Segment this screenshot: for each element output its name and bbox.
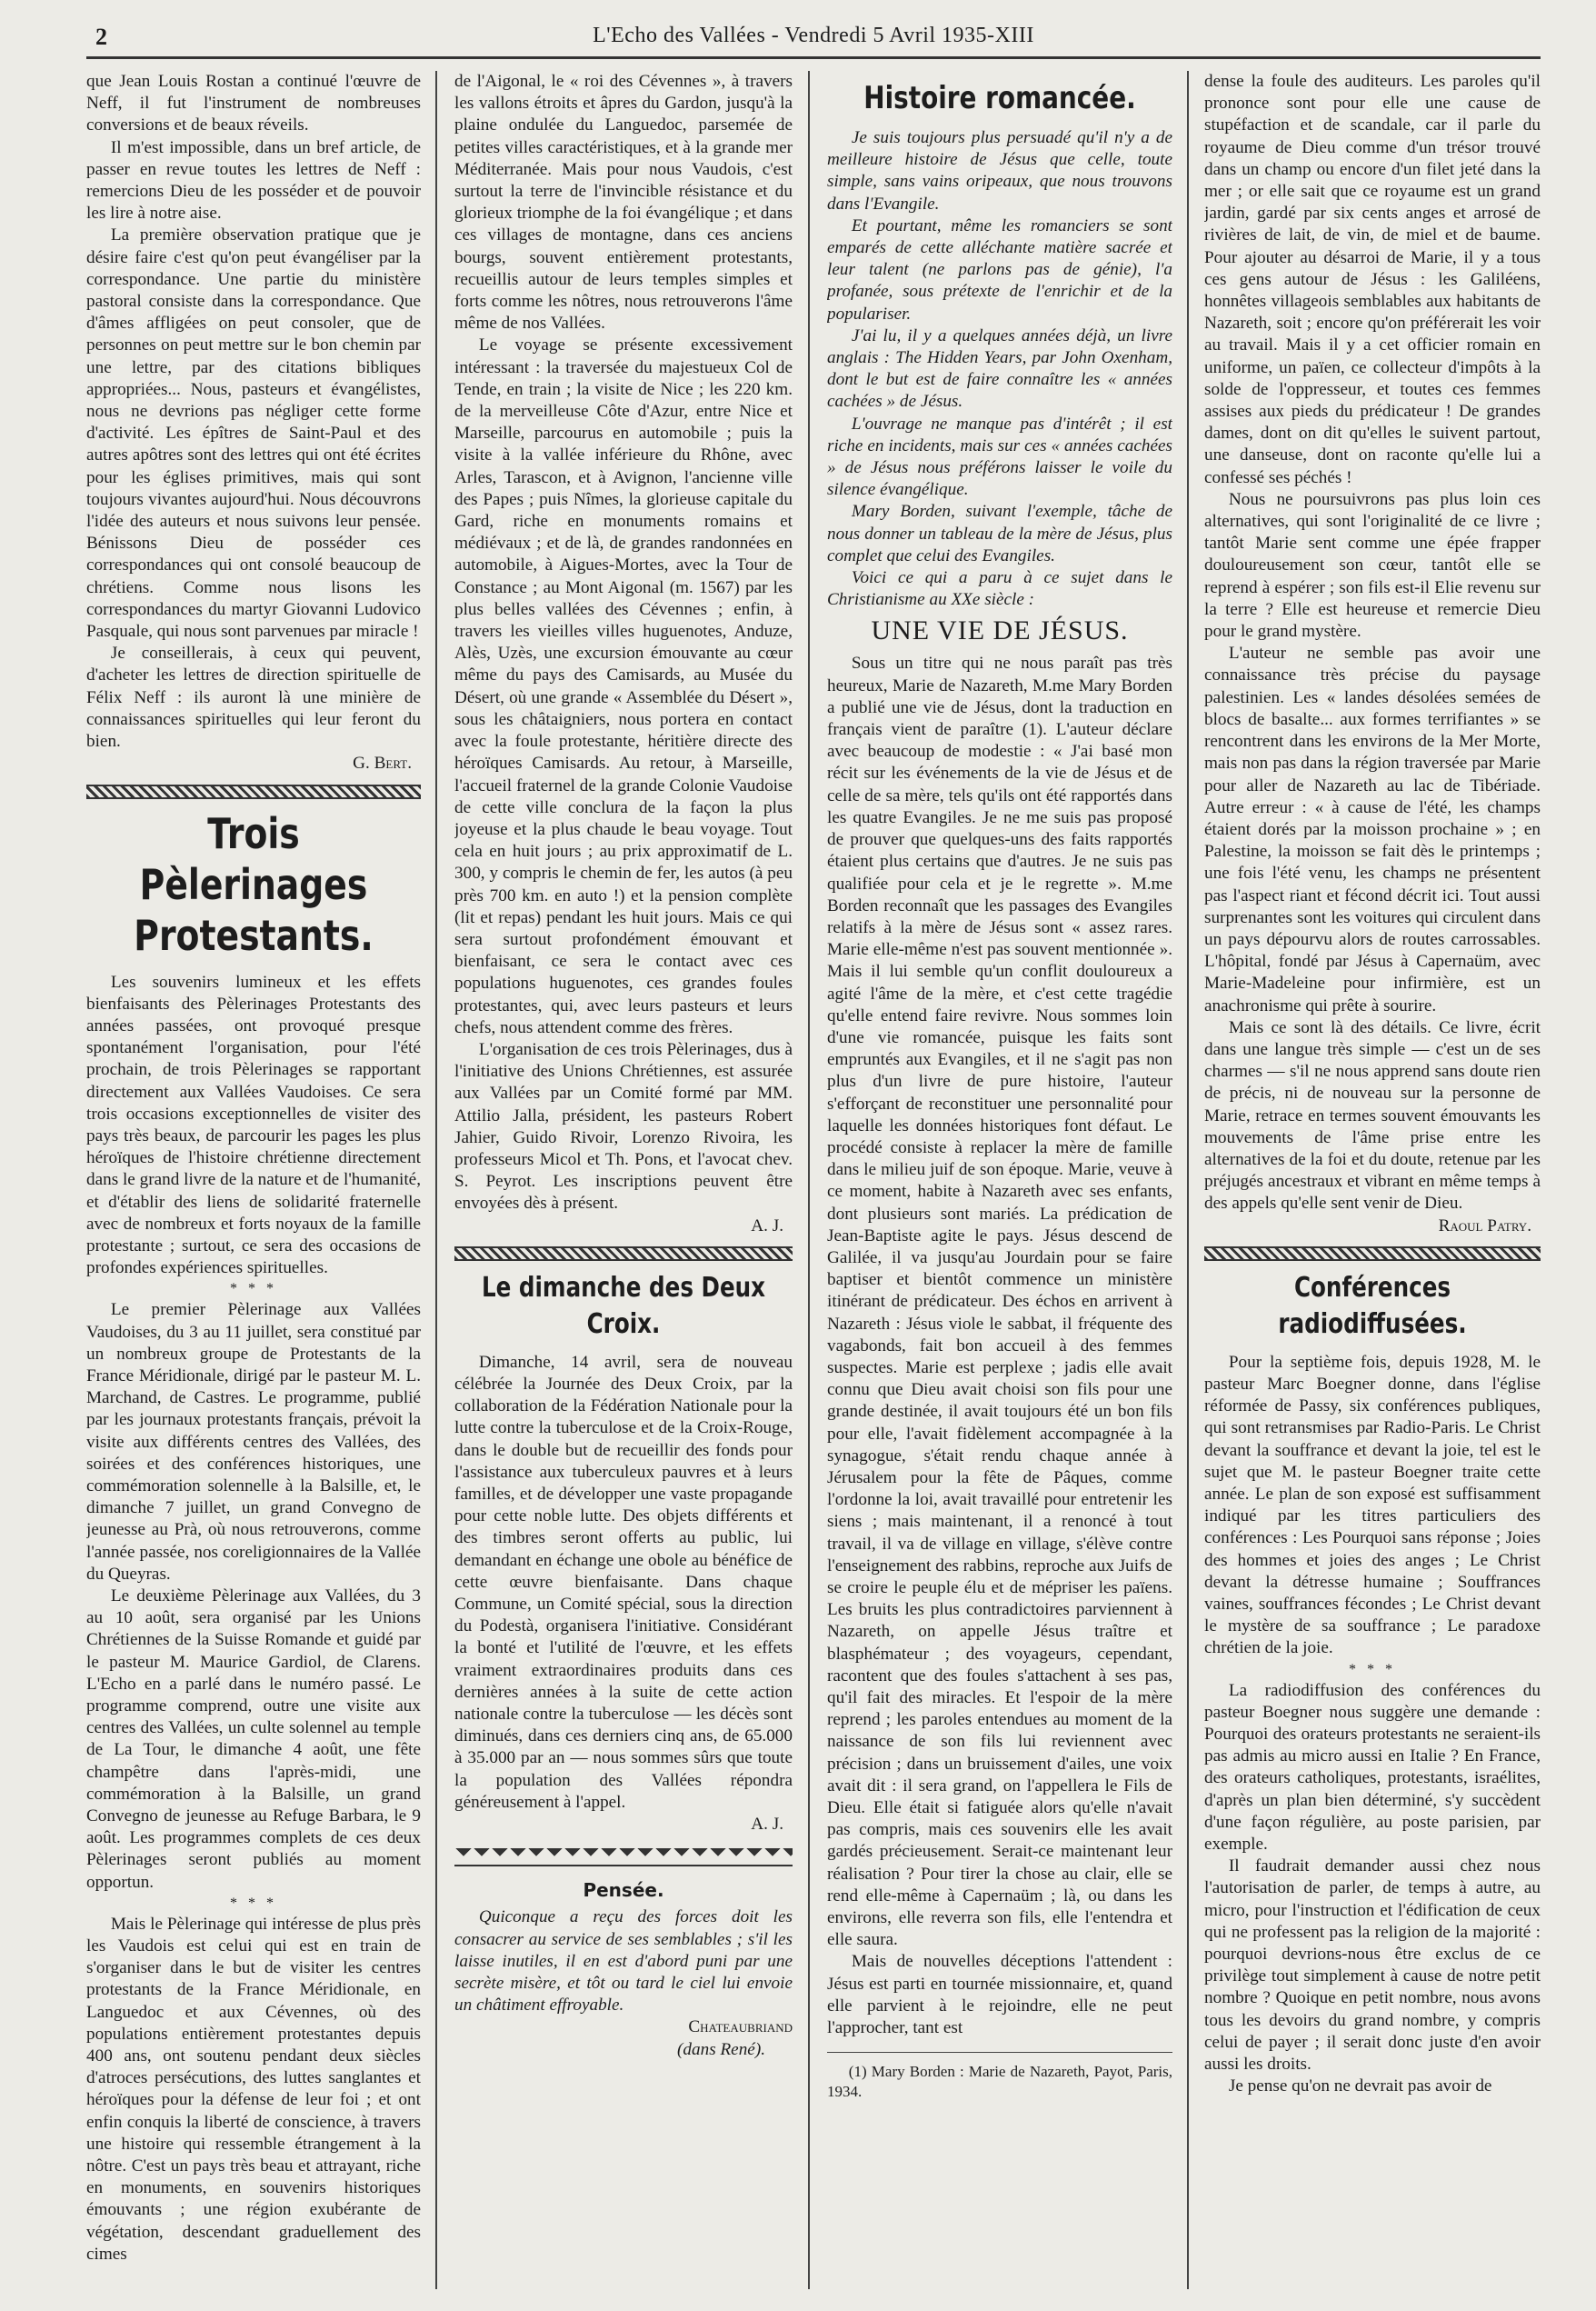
column-1 xyxy=(86,71,421,2289)
paragraph: Et pourtant, même les romanciers se sont emparés de cette alléchante matière sacrée et leur talent (ne parlons pas de génie), l'a profanée, sous prétexte de l'enrichir et de la populariser. xyxy=(827,215,1172,324)
paragraph: Sous un titre qui ne nous paraît pas très heureux, Marie de Nazareth, M.me Mary Borden a publié une vie de Jésus, dont la traduction en français vient de paraître (1). L'auteur déclare avec beaucoup de modestie : « J'ai basé mon récit sur les événements de la vie de Jésus et de celle de sa mère, tels qu'ils ont été rapportés dans les quatre Evangiles. Je ne me suis pas proposé de prouver que quelques-uns des faits rapportés étaient plus certains que d'autres. Je ne suis pas qualifiée pour cela et je le regrette ». M.me Borden reconnaît que les passages des Evangiles relatifs à la mère de Jésus sont « assez rares. Marie elle-même n'est pas souvent mentionnée ». Mais il lui semble qu'un conflit douloureux a agité l'âme de la mère, et c'est cette tragédie qu'elle entend faire revivre. Nous sommes loin d'une vie romancée, puisque les faits sont empruntés aux Evangiles, et il ne s'agit pas non plus d'un livre de pure histoire, l'auteur s'efforçant de reconstituer une personnalité pour laquelle les données historiques font défaut. Le procédé consiste à replacer la mère de famille dans le milieu juif de son époque. Marie, veuve à ce moment, habite à Nazareth avec ses enfants, dont plusieurs sont mariés. La prédication de Jean-Baptiste agite le pays. Jésus descend de Galilée, il va jusqu'au Jourdain pour se faire baptiser et bientôt commence un ministère itinérant de prédicateur. Des échos en arrivent à Nazareth : Jésus viole le sabbat, il fréquente des vagabonds, fait bon accueil à des femmes suspectes. Marie est perplexe ; jadis elle avait connu que Dieu avait choisi son fils pour une grande destinée, il avait toujours été un bon fils pour elle, l'avait fidèlement accompagnée à la synagogue, s'était rendu chaque année à Jérusalem pour la fête de Pâques, comme l'ordonne la loi, avait travaillé pour entretenir les siens ; mais maintenant, il a renoncé à tout travail, il va de village en village, s'élève contre l'enseignement des rabbins, reproche aux Juifs de se croire le peuple élu et de mépriser les païens. Les bruits les plus contradictoires parviennent à Nazareth, on appelle Jésus traître et blasphémateur ; des voyageurs, cependant, racontent que des foules s'attachent à ses pas, qu'il fait des miracles. Et l'espoir de la mère reprend ; les paroles entendues au moment de la naissance de son fils lui reviennent avec précision ; dans un bruissement d'ailes, une voix avait dit : il sera grand, on l'appellera le Fils de Dieu. Elle était si fatiguée alors qu'elle n'avait pas compris, mais ces souvenirs elle les avait gardés précieusement. Serait-ce maintenant leur réalisation ? Pour tirer la chose au clair, elle se rend elle-même à Capernaüm ; là, ou dans les environs, elle reverra son fils, elle l'entendra et elle saura. xyxy=(827,654,1172,1950)
article-title: Le dimanche des Deux Croix. xyxy=(481,1271,766,1340)
separator-stars: * * * xyxy=(230,1895,277,1911)
paragraph: Mary Borden, suivant l'exemple, tâche de nous donner un tableau de la mère de Jésus, plus complet que celui des Evangiles. xyxy=(827,502,1172,565)
section-divider xyxy=(454,1848,793,1866)
section-divider xyxy=(454,1246,793,1261)
paragraph: Le premier Pèlerinage aux Vallées Vaudoises, du 3 au 11 juillet, sera constitué par un nombreux groupe de Protestants de la France Méridionale, dirigé par le pasteur M. L. Marchand, de Castres. Le programme, publié par les journaux protestants français, prévoit la visite aux différents centres des Vallées, des soirées et des conférences historiques, une commémoration solennelle à la Balsille, et, le dimanche 7 juillet, un grand Convegno de jeunesse au Prà, où nous retrouverons, comme l'année passée, nos coreligionnaires de la Vallée du Queyras. xyxy=(86,1300,421,1584)
footnote: (1) Mary Borden : Marie de Nazareth, Payot, Paris, 1934. xyxy=(827,2052,1172,2102)
column-3 xyxy=(827,71,1172,2289)
section-divider xyxy=(86,785,421,799)
paragraph: L'ouvrage ne manque pas d'intérêt ; il est riche en incidents, mais sur ces « années cachées » de Jésus nous préférons laisser le voile du silence évangélique. xyxy=(827,414,1172,500)
paragraph: Je suis toujours plus persuadé qu'il n'y a de meilleure histoire de Jésus que celle, toute simple, sans vains oripeaux, que nous trouvons dans l'Evangile. xyxy=(827,128,1172,214)
quote-author: Chateaubriand xyxy=(688,2017,793,2037)
paragraph: Nous ne poursuivrons pas plus loin ces alternatives, qui sont l'originalité de ce livre ; tantôt Marie sent comme une épée frapper douloureusement son cœur, tantôt elle se reprend à espérer ; son fils est-il Elie revenu sur la terre ? Elle est heureuse et remercie Dieu pour le grand mystère. xyxy=(1204,489,1541,642)
paragraph: L'auteur ne semble pas avoir une connaissance très précise du paysage palestinien. Les « landes désolées semées de blocs de basalte... aux formes terrifiantes » se rencontrent dans les environs de la Mer Morte, mais non pas dans la région traversée par Marie pour aller de Nazareth au lac de Tibériade. Autre erreur : « à cause de l'été, les champs étaient dorés par la moisson prochaine » ; en Palestine, la moisson se fait dès le printemps ; une fois l'été venu, les champs ne présentent pas l'aspect riant et fécond décrit ici. Tout aussi surprenantes sont les voitures qui circulent dans un pays dépourvu alors de routes carrossables. L'hôpital, fondé par Jésus à Capernaüm, avec Marie-Madeleine pour infirmière, est un anachronisme qui prête à sourire. xyxy=(1204,644,1541,1015)
paragraph: Voici ce qui a paru à ce sujet dans le Christianisme au XXe siècle : xyxy=(827,568,1172,610)
column-2 xyxy=(454,71,793,2289)
article-title: Conférences radiodiffusées. xyxy=(1278,1271,1467,1340)
paragraph: J'ai lu, il y a quelques années déjà, un livre anglais : The Hidden Years, par John Oxenham, dont le but est de faire connaître les « années cachées » de Jésus. xyxy=(827,325,1172,412)
signature: G. Bert. xyxy=(353,754,412,774)
signature: A. J. xyxy=(751,1216,783,1236)
signature: A. J. xyxy=(751,1815,783,1835)
paragraph: L'organisation de ces trois Pèlerinages, dus à l'initiative des Unions Chrétiennes, est assurée aux Vallées par un Comité formé par MM. Attilio Jalla, président, les pasteurs Robert Jahier, Guido Rivoir, Lorenzo Rivoira, les professeurs Micol et Th. Pons, et l'avocat chev. S. Peyrot. Les inscriptions peuvent être envoyées dès à présent. xyxy=(454,1039,793,1214)
paragraph: Pour la septième fois, depuis 1928, M. le pasteur Marc Boegner donne, dans l'église réformée de Passy, six conférences publiques, qui sont retransmises par Radio-Paris. Le Christ devant la souffrance et devant la joie, tel est le sujet que M. le pasteur Boegner traite cette année. Le plan de son exposé est suffisamment indiqué par les titres particuliers des conférences : Les Pourquoi sans réponse ; Joies des hommes et joies des anges ; Le Christ devant la détresse humaine ; Souffrances vaines, souffrances fécondes ; Le Christ devant le mystère de sa souffrance ; Le paradoxe chrétien de la joie. xyxy=(1204,1352,1541,1658)
article-subtitle: UNE VIE DE JÉSUS. xyxy=(871,615,1129,646)
page-header xyxy=(86,20,1541,59)
quote-source: (dans René). xyxy=(677,2039,765,2059)
paragraph: Je pense qu'on ne devrait pas avoir de xyxy=(1228,2076,1492,2096)
paragraph: Je conseillerais, à ceux qui peuvent, d'acheter les lettres de direction spirituelle de Félix Neff : ils auront là une minière de connaissances spirituelles qui leur feront du bien. xyxy=(86,644,421,752)
column-rule xyxy=(1187,71,1189,2289)
column-rule xyxy=(435,71,437,2289)
paragraph: La radiodiffusion des conférences du pasteur Boegner nous suggère une demande : Pourquoi des orateurs protestants ne seraient-ils pas admis au micro aussi en Italie ? En France, des orateurs catholiques, protestants, israélites, d'après un plan bien déterminé, s'y succèdent d'une façon régulière, au poste parisien, par exemple. xyxy=(1204,1680,1541,1855)
section-title: Pensée. xyxy=(583,1879,664,1902)
paragraph: que Jean Louis Rostan a continué l'œuvre de Neff, il fut l'instrument de nombreuses conversions et de beaux réveils. xyxy=(86,72,421,135)
paragraph: Mais de nouvelles déceptions l'attendent : Jésus est parti en tournée missionnaire, et, quand elle parvient à le rejoindre, elle ne peut l'approcher, tant est xyxy=(827,1952,1172,2038)
quote: Quiconque a reçu des forces doit les consacrer au service de ses semblables ; s'il les laisse inutiles, il en est d'abord puni par une secrète misère, et tôt ou tard le ciel lui envoie un châtiment effroyable. xyxy=(454,1907,793,2016)
signature: Raoul Patry. xyxy=(1438,1216,1531,1236)
paragraph: dense la foule des auditeurs. Les paroles qu'il prononce sont pour elle une cause de stupéfaction et de scandale, car il parle du royaume de Dieu comme d'un trésor trouvé dans un champ ou encore d'un filet jeté dans la mer ; or elle sait que ce royaume est un grand jardin, gardé par six cents anges et arrosé de rivières de lait, de vin, de miel et de baume. Pour ajouter au désarroi de Marie, il y a tous ces gens autour de Jésus : les Galiléens, honnêtes villageois semblables aux habitants de Nazareth, soit ; encore qu'on préférerait les voir au travail. Mais il y a cet officier romain en uniforme, un païen, ce collecteur d'impôts à la solde de l'oppresseur, et toutes ces femmes assises aux pieds du prédicateur ! De grandes dames, dont on dit qu'elles le suivent partout, une danseuse, dont on raconte qu'elle lui a confessé ses péchés ! xyxy=(1204,72,1541,487)
paragraph: Mais le Pèlerinage qui intéresse de plus près les Vaudois est celui qui est en train de s'organiser dans le but de visiter les centres protestants de la France Méridionale, en Languedoc et aux Cévennes, où des populations entièrement protestantes depuis 400 ans, ont soutenu pendant deux siècles d'atroces persécutions, des luttes sanglantes et héroïques pour la défense de leur foi ; et ont enfin conquis la liberté de conscience, à travers une histoire qui ressemble étrangement à la nôtre. C'est un pays très beau et attrayant, riche en monuments, en souvenirs historiques émouvants ; une région exubérante de végétation, descendant graduellement des cimes xyxy=(86,1914,421,2264)
column-rule xyxy=(808,71,810,2289)
paragraph: Le voyage se présente excessivement intéressant : la traversée du majestueux Col de Tende, en train ; la visite de Nice ; les 220 km. de la merveilleuse Côte d'Azur, entre Nice et Marseille, parcourus en automobile ; puis la visite à la vallée inférieure du Rhône, avec Arles, Tarascon, et à Avignon, l'ancienne ville des Papes ; puis Nîmes, la glorieuse capitale du Gard, riche en monuments romains et médiévaux ; et de là, de grandes randonnées en automobile, à Aigues-Mortes, avec la Tour de Constance ; au Mont Aigonal (m. 1567) par les plus belles vallées des Cévennes ; enfin, à travers les vieilles villes huguenotes, Anduze, Alès, Uzès, une excursion émouvante au cœur même du pays des Camisards, au Musée du Désert, où une grande « Assemblée du Désert », sous les châtaigniers, nous portera en contact avec la foule protestante, héritière directe des héroïques Camisards. Au retour, à Marseille, l'accueil fraternel de la grande Colonie Vaudoise de cette ville conclura de la façon la plus joyeuse et la plus chaude le beau voyage. Tout cela en huit jours ; au prix approximatif de L. 300, y compris le chemin de fer, les autos (à peu près 700 km. en auto !) et la pension complète (lit et repas) pendant les huit jours. Mais ce qui sera surtout profondément émouvant et bienfaisant, ce sera le contact avec ces populations huguenotes, ces grandes foules protestantes, qui, avec leurs pasteurs et leurs chefs, nous attendent comme des frères. xyxy=(454,335,793,1037)
separator-stars: * * * xyxy=(1349,1661,1396,1677)
paragraph: Mais ce sont là des détails. Ce livre, écrit dans une langue très simple — c'est un de ses charmes — s'il ne nous apprend sans doute rien de précis, ni de nouveau sur la personne de Marie, retrace en termes souvent émouvants les mouvements de l'âme prise entre les alternatives de la foi et du doute, retenue par les préjugés ancestraux et vibrant en même temps à des appels qu'elle sent venir de Dieu. xyxy=(1204,1017,1541,1214)
paragraph: La première observation pratique que je désire faire c'est qu'on peut évangéliser par la correspondance. Une partie du ministère pastoral consiste dans la correspondance. Que d'âmes affligées on peut consoler, que de personnes on peut mettre sur le bon chemin par une lettre, par des citations bibliques appropriées... Nous, pasteurs et évangélistes, nous ne devrions pas négliger cette forme d'activité. Les épîtres de Saint-Paul et des autres apôtres sont des lettres qui ont été écrites pour les églises primitives, mais qui sont toujours vivantes aujourd'hui. Nous découvrons l'idée des auteurs et nous suivons leur pensée. Bénissons Dieu de posséder ces correspondances qui ont consolé beaucoup de chrétiens. Comme nous lisons les correspondances du martyr Giovanni Ludovico Pasquale, qui nous sont parvenues par miracle ! xyxy=(86,225,421,642)
separator-stars: * * * xyxy=(230,1281,277,1297)
paragraph: Les souvenirs lumineux et les effets bienfaisants des Pèlerinages Protestants des années passées, ont provoqué presque spontanément l'organisation, pour l'été prochain, de trois Pèlerinages se rapportant directement aux Vallées Vaudoises. Ce sera trois occasions exceptionnelles de visiter des pays très beaux, de parcourir les pages les plus héroïques de l'histoire chrétienne directement dans le grand livre de la nature et de l'humanité, et d'établir des liens de solidarité fraternelle avec de nombreux et forts noyaux de la famille protestante ; surtout, ce sera des occasions de profondes expériences spirituelles. xyxy=(86,972,421,1278)
page-number: 2 xyxy=(95,24,107,50)
paragraph: de l'Aigonal, le « roi des Cévennes », à travers les vallons étroits et âpres du Gardon, jusqu'à la plaine ondulée du Languedoc, parsemée de petites villes caractéristiques, et à la grande mer Méditerranée. Mais pour nous Vaudois, c'est surtout la terre de l'invincible résistance et du glorieux triomphe de la foi évangélique ; et dans ces villages de montagne, dans ces anciens bourgs, souvent entièrement protestants, recueillis autour de leurs temples simples et forts comme les nôtres, nous retrouverons l'âme même de nos Vallées. xyxy=(454,72,793,334)
paragraph: Dimanche, 14 avril, sera de nouveau célébrée la Journée des Deux Croix, par la collaboration de la Fédération Nationale pour la lutte contre la tuberculose et de la Croix-Rouge, dans le double but de recueillir des fonds pour l'assistance aux tuberculeux pauvres et à leurs familles, et de développer une vaste propagande pour cette noble lutte. Des objets différents et des timbres seront offerts au public, lui demandant en échange une obole au bénéfice de cette œuvre bienfaisante. Dans chaque Commune, un Comité spécial, sous la direction du Podestà, organisera l'initiative. Considérant la bonté et l'utilité de l'œuvre, et les effets vraiment extraordinaires produits dans ces dernières années à la suite de cette action nationale contre la tuberculose — les décès sont diminués, dans ces derniers cinq ans, de 65.000 à 35.000 par an — nous sommes sûrs que toute la population des Vallées répondra généreusement à l'appel. xyxy=(454,1352,793,1812)
masthead: L'Echo des Vallées - Vendredi 5 Avril 1935-XIII xyxy=(593,24,1034,47)
column-4 xyxy=(1204,71,1541,2289)
paragraph: Il faudrait demander aussi chez nous l'autorisation de parler, de temps à autre, au micro, pour l'instruction et l'édification de ceux qui ne professent pas la religion de la majorité : pourquoi devrions-nous être exclus de ce privilège tout simplement à cause de notre petit nombre ? Quoique en petit nombre, nous avons tous les devoirs du grand nombre, y compris celui de payer ; il serait donc juste d'en avoir aussi les droits. xyxy=(1204,1856,1541,2075)
article-title: Histoire romancée. xyxy=(863,80,1136,116)
article-title: Trois Pèlerinages Protestants. xyxy=(134,808,374,960)
paragraph: Le deuxième Pèlerinage aux Vallées, du 3 au 10 août, sera organisé par les Unions Chrétiennes de la Suisse Romande et guidé par le pasteur M. Maurice Gardiol, de Clarens. L'Echo en a parlé dans le numéro passé. Le programme comprend, outre une visite aux centres des Vallées, un culte solennel au temple de La Tour, le dimanche 4 août, une fête champêtre dans l'après-midi, une commémoration à la Balsille, un grand Convegno de jeunesse au Refuge Barbara, le 9 août. Les programmes complets de ces deux Pèlerinages seront publiés au moment opportun. xyxy=(86,1586,421,1892)
section-divider xyxy=(1204,1246,1541,1261)
paragraph: Il m'est impossible, dans un bref article, de passer en revue toutes les lettres de Neff : remercions Dieu de les posséder et de pouvoir les lire à notre aise. xyxy=(86,137,421,224)
